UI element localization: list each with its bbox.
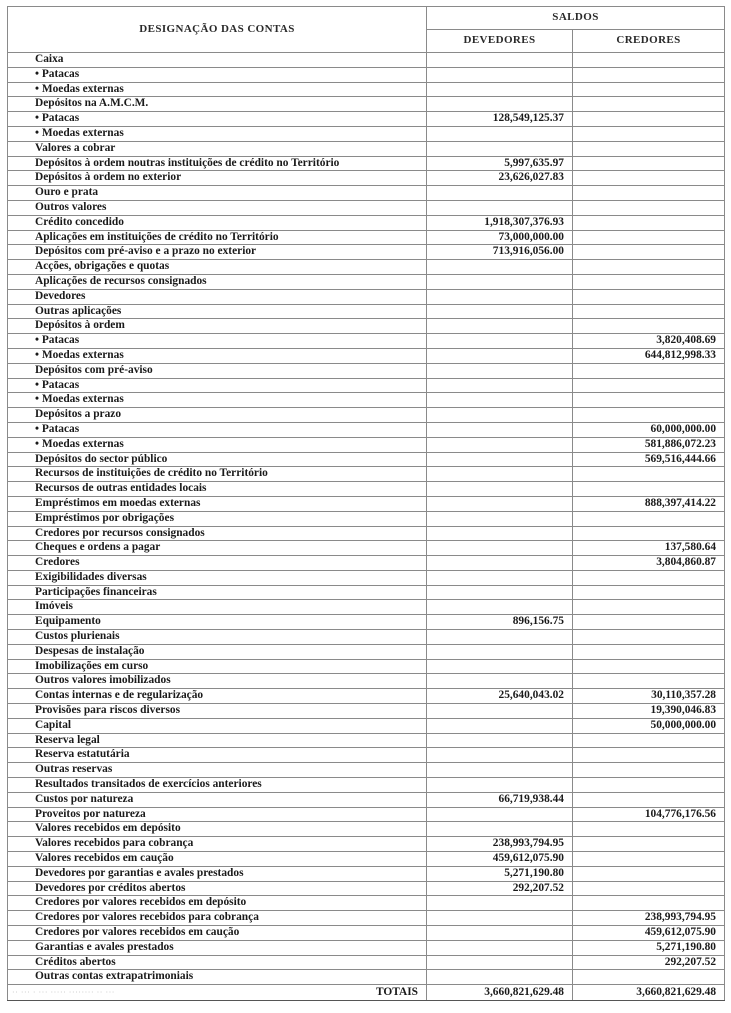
devedores-value — [427, 704, 573, 719]
credores-value — [573, 970, 725, 985]
table-row — [8, 82, 725, 97]
totals-label: TOTAIS — [376, 985, 418, 998]
faded-stamp-text: ·· ··· · ··· ····· ········ ·· ··· — [12, 988, 115, 998]
table-row — [8, 896, 725, 911]
devedores-value — [427, 926, 573, 941]
devedores-value: 128,549,125.37 — [427, 112, 573, 127]
table-row — [8, 437, 725, 452]
account-label: Recursos de instituições de crédito no Território — [8, 467, 427, 482]
account-label: Outros valores — [8, 200, 427, 215]
table-row — [8, 585, 725, 600]
devedores-value — [427, 911, 573, 926]
devedores-value — [427, 659, 573, 674]
account-label: Outros valores imobilizados — [8, 674, 427, 689]
credores-value — [573, 511, 725, 526]
table-body — [8, 53, 725, 985]
credores-value: 888,397,414.22 — [573, 496, 725, 511]
table-row — [8, 881, 725, 896]
credores-value: 644,812,998.33 — [573, 348, 725, 363]
devedores-value — [427, 363, 573, 378]
account-label: • Patacas — [8, 112, 427, 127]
balance-sheet — [7, 6, 724, 1001]
table-row — [8, 556, 725, 571]
credores-value — [573, 526, 725, 541]
account-label: Depósitos na A.M.C.M. — [8, 97, 427, 112]
table-row — [8, 630, 725, 645]
devedores-value: 25,640,043.02 — [427, 689, 573, 704]
table-row — [8, 67, 725, 82]
credores-value — [573, 585, 725, 600]
credores-value — [573, 260, 725, 275]
credores-value — [573, 141, 725, 156]
credores-value: 3,804,860.87 — [573, 556, 725, 571]
devedores-value — [427, 748, 573, 763]
table-row — [8, 422, 725, 437]
credores-value: 60,000,000.00 — [573, 422, 725, 437]
credores-value: 459,612,075.90 — [573, 926, 725, 941]
credores-value — [573, 733, 725, 748]
account-label: Exigibilidades diversas — [8, 570, 427, 585]
devedores-value — [427, 496, 573, 511]
credores-value: 137,580.64 — [573, 541, 725, 556]
account-label: Depósitos com pré-aviso e a prazo no exterior — [8, 245, 427, 260]
account-label: Credores por valores recebidos para cobrança — [8, 911, 427, 926]
account-label: Empréstimos por obrigações — [8, 511, 427, 526]
table-row — [8, 526, 725, 541]
table-row — [8, 408, 725, 423]
table-row — [8, 644, 725, 659]
table-row — [8, 378, 725, 393]
credores-value — [573, 186, 725, 201]
devedores-value — [427, 585, 573, 600]
account-label: • Moedas externas — [8, 348, 427, 363]
account-label: Créditos abertos — [8, 955, 427, 970]
devedores-value: 23,626,027.83 — [427, 171, 573, 186]
table-row — [8, 733, 725, 748]
devedores-value — [427, 126, 573, 141]
credores-value — [573, 289, 725, 304]
table-row — [8, 171, 725, 186]
account-label: Empréstimos em moedas externas — [8, 496, 427, 511]
devedores-value — [427, 644, 573, 659]
devedores-value: 1,918,307,376.93 — [427, 215, 573, 230]
account-label: • Moedas externas — [8, 393, 427, 408]
credores-value — [573, 763, 725, 778]
table-row — [8, 940, 725, 955]
devedores-value: 73,000,000.00 — [427, 230, 573, 245]
credores-value — [573, 630, 725, 645]
credores-value — [573, 778, 725, 793]
credores-value — [573, 53, 725, 68]
table-row — [8, 215, 725, 230]
devedores-value — [427, 556, 573, 571]
account-label: Valores recebidos em caução — [8, 852, 427, 867]
header-saldos: SALDOS — [427, 7, 725, 30]
credores-value — [573, 896, 725, 911]
table-row — [8, 452, 725, 467]
devedores-value: 66,719,938.44 — [427, 792, 573, 807]
totals-devedores: 3,660,821,629.48 — [427, 985, 573, 1001]
table-row — [8, 955, 725, 970]
credores-value: 238,993,794.95 — [573, 911, 725, 926]
account-label: Participações financeiras — [8, 585, 427, 600]
devedores-value — [427, 393, 573, 408]
header-devedores: DEVEDORES — [427, 30, 573, 53]
account-label: Provisões para riscos diversos — [8, 704, 427, 719]
devedores-value: 5,997,635.97 — [427, 156, 573, 171]
account-label: • Patacas — [8, 334, 427, 349]
devedores-value — [427, 141, 573, 156]
credores-value: 581,886,072.23 — [573, 437, 725, 452]
devedores-value — [427, 408, 573, 423]
table-row — [8, 230, 725, 245]
devedores-value — [427, 82, 573, 97]
table-row — [8, 112, 725, 127]
header-designation: DESIGNAÇÃO DAS CONTAS — [8, 7, 427, 53]
devedores-value: 713,916,056.00 — [427, 245, 573, 260]
devedores-value — [427, 422, 573, 437]
account-label: • Patacas — [8, 378, 427, 393]
credores-value — [573, 822, 725, 837]
table-row — [8, 778, 725, 793]
devedores-value — [427, 186, 573, 201]
account-label: Depósitos à ordem — [8, 319, 427, 334]
table-row — [8, 570, 725, 585]
devedores-value — [427, 97, 573, 112]
account-label: Outras reservas — [8, 763, 427, 778]
table-row — [8, 53, 725, 68]
account-label: Reserva estatutária — [8, 748, 427, 763]
table-row — [8, 496, 725, 511]
account-label: Cheques e ordens a pagar — [8, 541, 427, 556]
table-row — [8, 792, 725, 807]
table-row — [8, 704, 725, 719]
devedores-value: 292,207.52 — [427, 881, 573, 896]
devedores-value — [427, 600, 573, 615]
devedores-value — [427, 67, 573, 82]
devedores-value: 238,993,794.95 — [427, 837, 573, 852]
credores-value: 104,776,176.56 — [573, 807, 725, 822]
account-label: Crédito concedido — [8, 215, 427, 230]
credores-value — [573, 393, 725, 408]
account-label: Devedores — [8, 289, 427, 304]
credores-value — [573, 482, 725, 497]
account-label: Devedores por créditos abertos — [8, 881, 427, 896]
credores-value — [573, 570, 725, 585]
credores-value — [573, 792, 725, 807]
table-row — [8, 763, 725, 778]
devedores-value — [427, 467, 573, 482]
account-label: Capital — [8, 718, 427, 733]
devedores-value — [427, 955, 573, 970]
credores-value: 30,110,357.28 — [573, 689, 725, 704]
table-row — [8, 348, 725, 363]
account-label: Depósitos com pré-aviso — [8, 363, 427, 378]
account-label: • Patacas — [8, 422, 427, 437]
credores-value — [573, 200, 725, 215]
table-row — [8, 289, 725, 304]
devedores-value — [427, 718, 573, 733]
table-row — [8, 674, 725, 689]
credores-value — [573, 319, 725, 334]
account-label: Recursos de outras entidades locais — [8, 482, 427, 497]
devedores-value — [427, 200, 573, 215]
devedores-value — [427, 482, 573, 497]
table-row — [8, 837, 725, 852]
table-row — [8, 748, 725, 763]
account-label: Aplicações em instituições de crédito no Território — [8, 230, 427, 245]
account-label: Credores por valores recebidos em depósito — [8, 896, 427, 911]
credores-value: 50,000,000.00 — [573, 718, 725, 733]
table-row — [8, 541, 725, 556]
devedores-value — [427, 511, 573, 526]
table-row — [8, 304, 725, 319]
table-row — [8, 186, 725, 201]
credores-value: 3,820,408.69 — [573, 334, 725, 349]
credores-value — [573, 852, 725, 867]
table-row — [8, 807, 725, 822]
credores-value — [573, 112, 725, 127]
account-label: Equipamento — [8, 615, 427, 630]
devedores-value — [427, 334, 573, 349]
devedores-value — [427, 674, 573, 689]
account-label: Depósitos a prazo — [8, 408, 427, 423]
credores-value — [573, 97, 725, 112]
devedores-value — [427, 526, 573, 541]
account-label: • Moedas externas — [8, 437, 427, 452]
account-label: Contas internas e de regularização — [8, 689, 427, 704]
credores-value — [573, 245, 725, 260]
credores-value — [573, 274, 725, 289]
credores-value — [573, 644, 725, 659]
credores-value — [573, 408, 725, 423]
table-row — [8, 126, 725, 141]
devedores-value — [427, 570, 573, 585]
devedores-value — [427, 304, 573, 319]
credores-value — [573, 378, 725, 393]
devedores-value — [427, 378, 573, 393]
table-row — [8, 319, 725, 334]
account-label: Ouro e prata — [8, 186, 427, 201]
table-row — [8, 274, 725, 289]
header-credores: CREDORES — [573, 30, 725, 53]
devedores-value — [427, 896, 573, 911]
account-label: Depósitos à ordem no exterior — [8, 171, 427, 186]
totals-row — [8, 985, 725, 1001]
account-label: Proveitos por natureza — [8, 807, 427, 822]
table-row — [8, 926, 725, 941]
account-label: Aplicações de recursos consignados — [8, 274, 427, 289]
table-row — [8, 363, 725, 378]
devedores-value — [427, 319, 573, 334]
table-row — [8, 467, 725, 482]
account-label: Custos por natureza — [8, 792, 427, 807]
credores-value — [573, 467, 725, 482]
credores-value — [573, 600, 725, 615]
account-label: • Moedas externas — [8, 82, 427, 97]
table-row — [8, 200, 725, 215]
account-label: Imóveis — [8, 600, 427, 615]
totals-cell — [8, 985, 427, 1001]
account-label: Credores por valores recebidos em caução — [8, 926, 427, 941]
devedores-value: 5,271,190.80 — [427, 866, 573, 881]
devedores-value — [427, 733, 573, 748]
devedores-value — [427, 437, 573, 452]
account-label: Credores — [8, 556, 427, 571]
credores-value — [573, 363, 725, 378]
account-label: • Moedas externas — [8, 126, 427, 141]
devedores-value: 896,156.75 — [427, 615, 573, 630]
table-row — [8, 482, 725, 497]
accounts-balance-table — [7, 6, 725, 1001]
devedores-value — [427, 289, 573, 304]
devedores-value — [427, 541, 573, 556]
table-row — [8, 866, 725, 881]
account-label: • Patacas — [8, 67, 427, 82]
credores-value: 5,271,190.80 — [573, 940, 725, 955]
table-row — [8, 260, 725, 275]
devedores-value — [427, 348, 573, 363]
credores-value — [573, 615, 725, 630]
table-row — [8, 156, 725, 171]
credores-value — [573, 67, 725, 82]
account-label: Caixa — [8, 53, 427, 68]
devedores-value — [427, 940, 573, 955]
table-row — [8, 97, 725, 112]
credores-value — [573, 171, 725, 186]
credores-value — [573, 156, 725, 171]
devedores-value — [427, 452, 573, 467]
account-label: Despesas de instalação — [8, 644, 427, 659]
account-label: Valores recebidos em depósito — [8, 822, 427, 837]
credores-value — [573, 881, 725, 896]
account-label: Devedores por garantias e avales prestados — [8, 866, 427, 881]
account-label: Depósitos à ordem noutras instituições de crédito no Território — [8, 156, 427, 171]
credores-value — [573, 748, 725, 763]
table-row — [8, 718, 725, 733]
credores-value — [573, 215, 725, 230]
devedores-value — [427, 763, 573, 778]
table-row — [8, 659, 725, 674]
credores-value: 19,390,046.83 — [573, 704, 725, 719]
table-row — [8, 245, 725, 260]
account-label: Garantias e avales prestados — [8, 940, 427, 955]
devedores-value — [427, 260, 573, 275]
devedores-value — [427, 970, 573, 985]
account-label: Depósitos do sector público — [8, 452, 427, 467]
account-label: Resultados transitados de exercícios anteriores — [8, 778, 427, 793]
devedores-value — [427, 807, 573, 822]
account-label: Outras aplicações — [8, 304, 427, 319]
account-label: Valores recebidos para cobrança — [8, 837, 427, 852]
credores-value: 569,516,444.66 — [573, 452, 725, 467]
devedores-value — [427, 274, 573, 289]
table-row — [8, 600, 725, 615]
table-row — [8, 393, 725, 408]
devedores-value: 459,612,075.90 — [427, 852, 573, 867]
table-row — [8, 911, 725, 926]
table-row — [8, 334, 725, 349]
devedores-value — [427, 630, 573, 645]
table-row — [8, 970, 725, 985]
devedores-value — [427, 778, 573, 793]
credores-value — [573, 674, 725, 689]
credores-value — [573, 230, 725, 245]
table-row — [8, 852, 725, 867]
account-label: Outras contas extrapatrimoniais — [8, 970, 427, 985]
account-label: Credores por recursos consignados — [8, 526, 427, 541]
credores-value — [573, 837, 725, 852]
devedores-value — [427, 822, 573, 837]
credores-value — [573, 304, 725, 319]
table-row — [8, 822, 725, 837]
credores-value — [573, 659, 725, 674]
devedores-value — [427, 53, 573, 68]
credores-value: 292,207.52 — [573, 955, 725, 970]
account-label: Reserva legal — [8, 733, 427, 748]
table-row — [8, 511, 725, 526]
header-row-1 — [8, 7, 725, 30]
table-row — [8, 615, 725, 630]
account-label: Custos plurienais — [8, 630, 427, 645]
totals-credores: 3,660,821,629.48 — [573, 985, 725, 1001]
account-label: Acções, obrigações e quotas — [8, 260, 427, 275]
credores-value — [573, 866, 725, 881]
account-label: Imobilizações em curso — [8, 659, 427, 674]
table-row — [8, 689, 725, 704]
credores-value — [573, 82, 725, 97]
account-label: Valores a cobrar — [8, 141, 427, 156]
table-row — [8, 141, 725, 156]
credores-value — [573, 126, 725, 141]
